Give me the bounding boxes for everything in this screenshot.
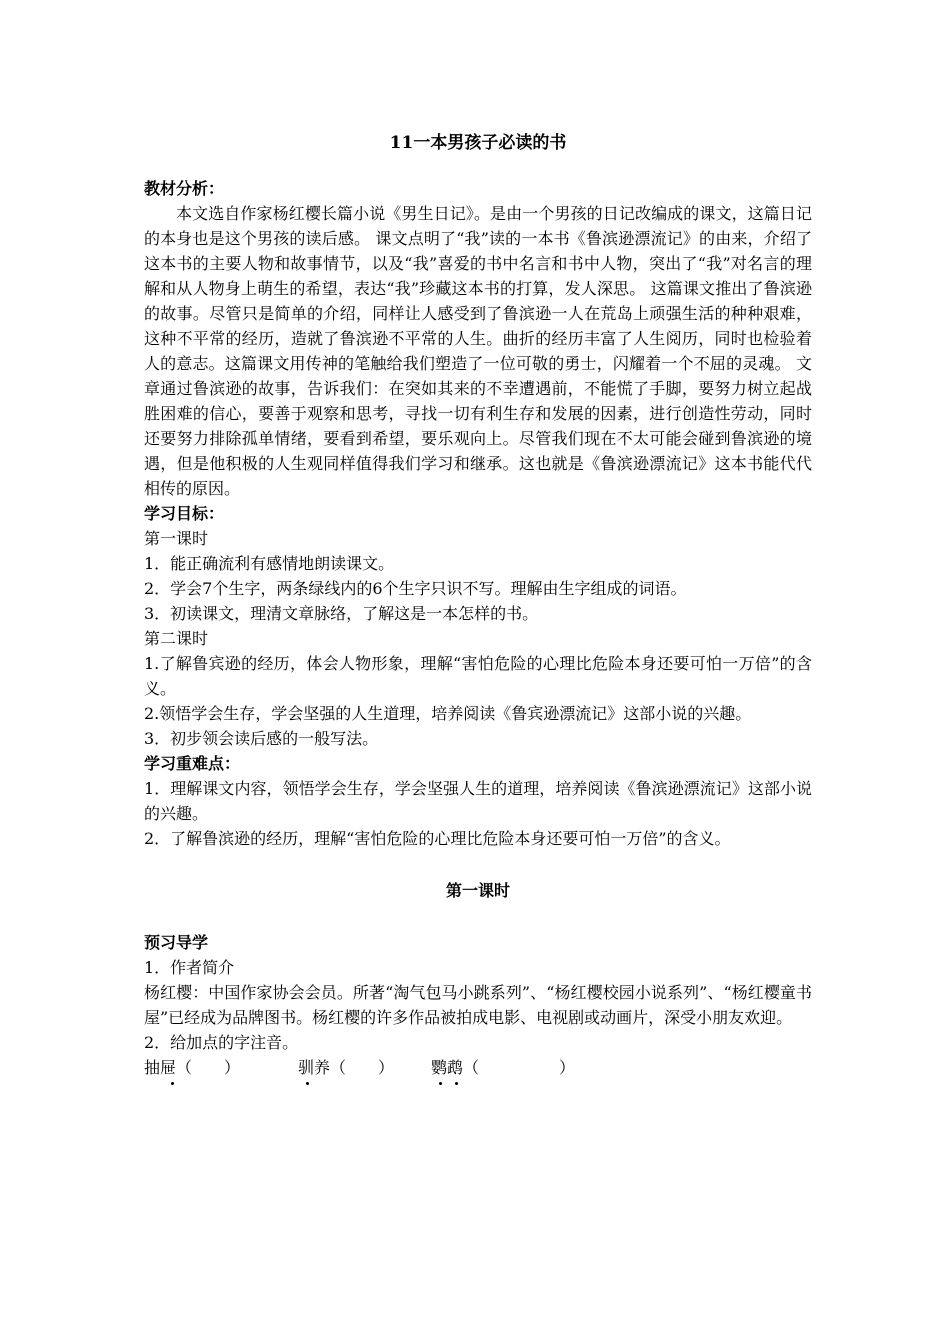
goals-lesson1-item: 1．能正确流利有感情地朗读课文。 [144, 554, 395, 573]
emphasis-dot [306, 1082, 309, 1085]
goals-lesson2-item: 3．初步领会读后感的一般写法。 [144, 729, 379, 748]
analysis-heading: 教材分析： [144, 179, 225, 198]
pinyin-item-yingwu: 鹦鹉（ ） [431, 1058, 576, 1077]
document-title: 11一本男孩子必读的书 [389, 133, 567, 153]
goals-lesson2-label: 第二课时 [144, 629, 209, 648]
keypoints-item: 2．了解鲁滨逊的经历，理解“害怕危险的心理比危险本身还要可怕一万倍”的含义。 [144, 829, 731, 848]
goals-lesson1-item: 2．学会7个生字，两条绿线内的6个生字只识不写。理解由生字组成的词语。 [144, 579, 687, 598]
goals-heading: 学习目标： [144, 504, 225, 523]
goals-lesson1-item: 3．初读课文，理清文章脉络，了解这是一本怎样的书。 [144, 604, 539, 623]
goals-lesson2-item: 1.了解鲁宾逊的经历，体会人物形象，理解“害怕危险的心理比危险本身还要可怕一万倍”的含义。 [144, 654, 812, 698]
pinyin-item-chouti: 抽屉（ ） [144, 1058, 241, 1077]
lesson1-section-heading: 第一课时 [445, 881, 510, 900]
analysis-body: 本文选自作家杨红樱长篇小说《男生日记》。是由一个男孩的日记改编成的课文，这篇日记的本身也是这个男孩的读后感。 课文点明了“我”读的一本书《鲁滨逊漂流记》的由来，介绍了这本书的主要人物和故事情节，以及“我”喜爱的书中名言和书中人物，突出了“我”对名言的理解和从人物身上萌生的希望，表达“我”珍藏这本书的打算，发人深思。 这篇课文推出了鲁滨逊的故事。尽管只是简单的介绍，同样让人感受到了鲁滨逊一人在荒岛上顽强生活的种种艰难，这种不平常的经历，造就了鲁滨逊不平常的人生。曲折的经历丰富了人生阅历，同时也检验着人的意志。这篇课文用传神的笔触给我们塑造了一位可敬的勇士，闪耀着一个不屈的灵魂。 文章通过鲁滨逊的故事，告诉我们：在突如其来的不幸遭遇前，不能慌了手脚，要努力树立起战胜困难的信心，要善于观察和思考，寻找一切有利生存和发展的因素，进行创造性劳动，同时还要努力排除孤单情绪，要看到希望，要乐观向上。尽管我们现在不太可能会碰到鲁滨逊的境遇，但是他积极的人生观同样值得我们学习和继承。这也就是《鲁滨逊漂流记》这本书能代代相传的原因。 [144, 204, 812, 498]
preview-item2-title: 2．给加点的字注音。 [144, 1033, 299, 1052]
keypoints-heading: 学习重难点： [144, 754, 241, 773]
keypoints-item: 1．理解课文内容，领悟学会生存，学会坚强人生的道理，培养阅读《鲁滨逊漂流记》这部小说的兴趣。 [144, 779, 812, 823]
goals-lesson1-label: 第一课时 [144, 529, 209, 548]
document-content [144, 130, 812, 1085]
emphasis-dot [171, 1082, 174, 1085]
emphasis-dot [455, 1082, 458, 1085]
pinyin-exercise-row [144, 1055, 812, 1085]
pinyin-item-xunyang: 驯养（ ） [298, 1058, 395, 1077]
preview-item1-title: 1．作者简介 [144, 958, 235, 977]
emphasis-dot [439, 1082, 442, 1085]
goals-lesson2-item: 2.领悟学会生存，学会坚强的人生道理，培养阅读《鲁宾逊漂流记》这部小说的兴趣。 [144, 704, 752, 723]
preview-heading: 预习导学 [144, 933, 209, 952]
preview-item1-body: 杨红樱：中国作家协会会员。所著“淘气包马小跳系列”、“杨红樱校园小说系列”、“杨红樱童书屋”已经成为品牌图书。杨红樱的许多作品被拍成电影、电视剧或动画片，深受小朋友欢迎。 [144, 983, 812, 1027]
